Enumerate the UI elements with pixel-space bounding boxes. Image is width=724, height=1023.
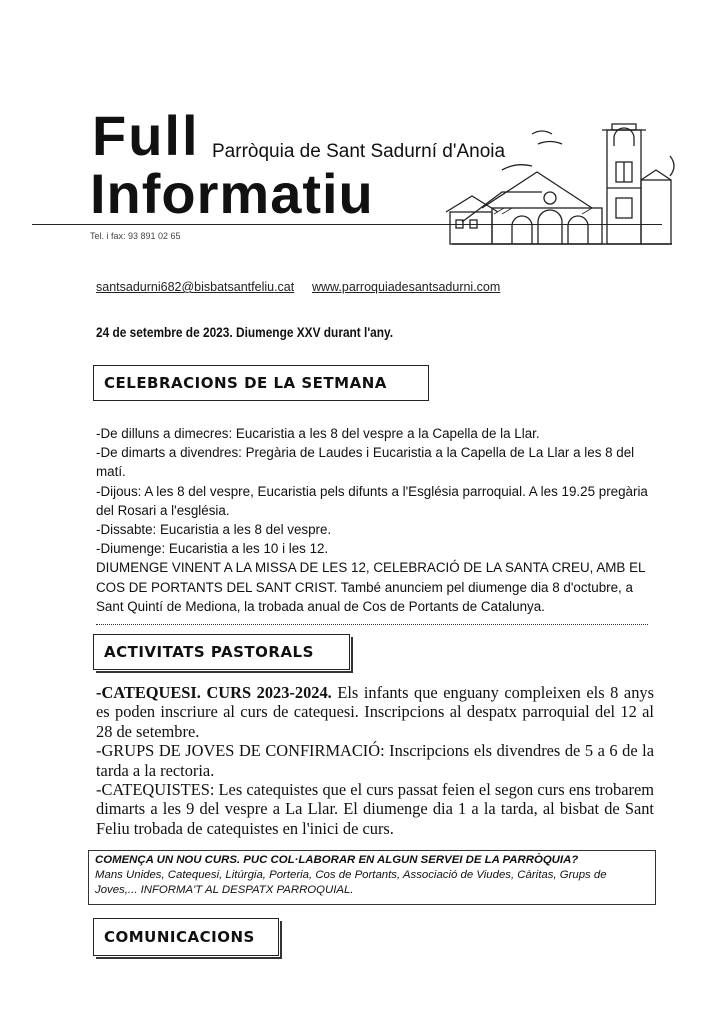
activitats-catequesi-title: -CATEQUESI. CURS 2023-2024. bbox=[96, 683, 332, 702]
section-heading-activitats bbox=[93, 634, 350, 670]
celebracions-line: -De dimarts a divendres: Pregària de Laudes i Eucaristia a la Capella de La Llar a les 8 del matí. bbox=[96, 445, 635, 480]
section-heading-activitats-label: ACTIVITATS PASTORALS bbox=[104, 643, 314, 661]
phone-fax: Tel. i fax: 93 891 02 65 bbox=[90, 231, 181, 241]
dotted-divider bbox=[96, 624, 648, 625]
section-heading-comunicacions-label: COMUNICACIONS bbox=[104, 928, 255, 946]
masthead-title-informatiu: Informatiu bbox=[90, 162, 374, 225]
celebracions-body bbox=[96, 424, 656, 616]
parish-name: Parròquia de Sant Sadurní d'Anoia bbox=[212, 141, 506, 162]
date-line: 24 de setembre de 2023. Diumenge XXV durant l'any. bbox=[96, 325, 394, 340]
activitats-catequistes: -CATEQUISTES: Les catequistes que el curs passat feien el segon curs ens trobarem dimarts a les 9 del vespre a La Llar. El diumenge dia 1 a la tarda, al bisbat de Sant Feliu trobada de catequistes en l'inici de curs. bbox=[96, 780, 654, 838]
section-heading-comunicacions bbox=[93, 918, 279, 956]
email-link[interactable]: santsadurni682@bisbatsantfeliu.cat bbox=[96, 280, 295, 294]
masthead-title-full: Full bbox=[92, 104, 200, 167]
section-heading-celebracions bbox=[93, 365, 429, 401]
website-link[interactable]: www.parroquiadesantsadurni.com bbox=[312, 280, 501, 294]
activitats-joves: -GRUPS DE JOVES DE CONFIRMACIÓ: Inscripcions els divendres de 5 a 6 de la tarda a la rectoria. bbox=[96, 741, 654, 780]
activitats-catequesi-text: Els infants que enguany compleixen els 8 anys es poden inscriure al curs de catequesi. Inscripcions al despatx parroquial del 12 al 28 de setembre. bbox=[96, 683, 654, 741]
celebracions-line: -Dissabte: Eucaristia a les 8 del vespre. bbox=[96, 522, 332, 538]
notice-box bbox=[88, 850, 656, 905]
celebracions-line: -De dilluns a dimecres: Eucaristia a les 8 del vespre a la Capella de la Llar. bbox=[96, 426, 540, 441]
church-drawing-icon bbox=[442, 100, 682, 250]
celebracions-line: -Diumenge: Eucaristia a les 10 i les 12. bbox=[96, 541, 329, 557]
notice-body: Mans Unides, Catequesi, Litúrgia, Porteria, Cos de Portants, Associació de Viudes, Càritas, Grups de Joves,... INFORMA'T AL DESPATX PARROQUIAL. bbox=[95, 869, 607, 897]
notice-title: COMENÇA UN NOU CURS. PUC COL·LABORAR EN ALGUN SERVEI DE LA PARRÒQUIA? bbox=[95, 854, 579, 866]
activitats-body bbox=[96, 683, 654, 838]
celebracions-line: -Dijous: A les 8 del vespre, Eucaristia pels difunts a l'Església parroquial. A les 19.25 pregària del Rosari a l'església. bbox=[96, 483, 648, 518]
celebracions-line: DIUMENGE VINENT A LA MISSA DE LES 12, CELEBRACIÓ DE LA SANTA CREU, AMB EL COS DE PORTANTS DEL SANT CRIST. També anunciem pel diumenge dia 8 d'octubre, a Sant Quintí de Mediona, la trobada anual de Cos de Portants de Catalunya. bbox=[96, 560, 645, 614]
activitats-catequesi bbox=[96, 683, 654, 741]
section-heading-celebracions-label: CELEBRACIONS DE LA SETMANA bbox=[104, 374, 387, 392]
